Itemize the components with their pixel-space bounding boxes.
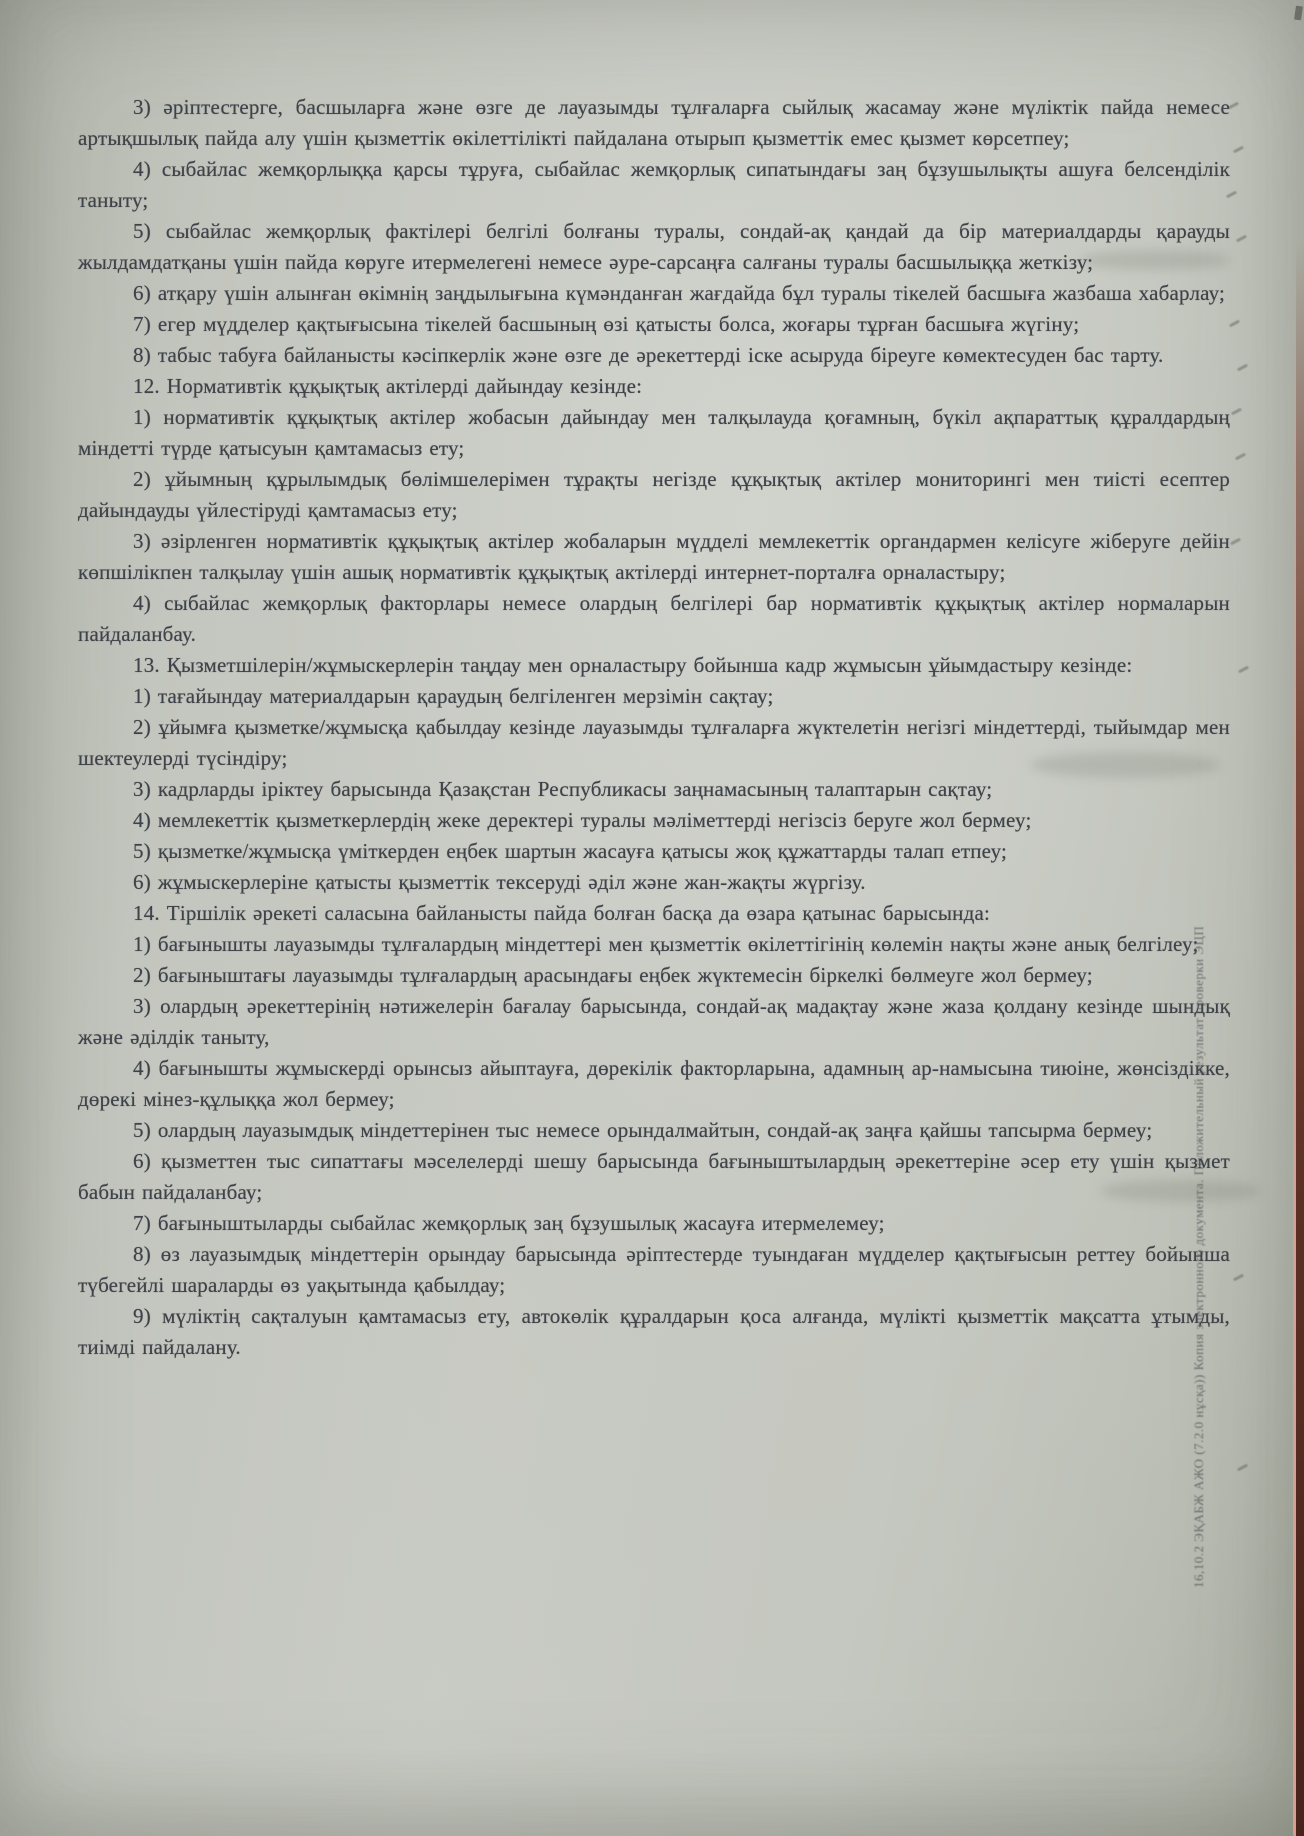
edoc-verification-stamp: 16,10.2 ЭҚАБЖ АЖО (7.2.0 нұсқа)) Копия электронного документа. Положительный результат проверки ЭЦП [1191,925,1206,1588]
scan-artifact [1230,538,1241,546]
paragraph: 3) әзірленген нормативтік құқықтық актілер жобаларын мүдделі мемлекеттік органдармен келісуге жіберуге дейін көпшілікпен талқылау үшін ашық нормативтік құқықтық актілерді интернет-порталға орналастыру; [78,529,1230,584]
scan-artifact [1236,235,1247,243]
scan-artifact [1238,666,1249,674]
scan-smudge [1080,250,1230,270]
paragraph: 2) бағыныштағы лауазымды тұлғалардың арасындағы еңбек жүктемесін біркелкі бөлмеуге жол бермеу; [133,963,1093,987]
scan-artifact [1294,6,1303,21]
scan-artifact [1235,453,1246,461]
paragraph: 8) өз лауазымдық міндеттерін орындау барысында әріптестерде туындаған мүдделер қақтығысын реттеу бойынша түбегейлі шараларды өз уақытында қабылдау; [78,1242,1230,1297]
paragraph: 6) жұмыскерлеріне қатысты қызметтік тексеруді әділ және жан-жақты жүргізу. [133,870,866,894]
paragraph: 3) олардың әрекеттерінің нәтижелерін бағалау барысында, сондай-ақ мадақтау және жаза қолдану кезінде шындық және әділдік таныту, [78,994,1230,1049]
scan-smudge [1030,752,1220,778]
scan-artifact [1237,364,1248,372]
paragraph: 9) мүліктің сақталуын қамтамасыз ету, автокөлік құралдарын қоса алғанда, мүлікті қызметтік мақсатта ұтымды, тиімді пайдалану. [78,1304,1230,1359]
paragraph: 2) ұйымның құрылымдық бөлімшелерімен тұрақты негізде құқықтық актілер мониторингі мен тиісті есептер дайындауды үйлестіруді қамтамасыз ету; [78,467,1230,522]
scan-artifact [1229,320,1240,328]
paragraph: 12. Нормативтік құқықтық актілерді дайындау кезінде: [133,374,643,398]
paragraph: 6) қызметтен тыс сипаттағы мәселелерді шешу барысында бағыныштылардың әрекеттеріне әсер ету үшін қызмет бабын пайдаланбау; [78,1149,1230,1204]
paragraph: 4) мемлекеттік қызметкерлердің жеке деректері туралы мәліметтерді негізсіз беруге жол бермеу; [133,808,1032,832]
scan-artifact [1237,1464,1248,1472]
paragraph: 3) әріптестерге, басшыларға және өзге де лауазымды тұлғаларға сыйлық жасамау және мүліктік пайда немесе артықшылық пайда алу үшін қызметтік өкілеттілікті пайдалана отырып қызметтік емес қызмет көрсетпеу; [78,95,1230,150]
paragraph: 1) нормативтік құқықтық актілер жобасын дайындау мен талқылауда қоғамның, бүкіл ақпараттық құралдардың міндетті түрде қатысуын қамтамасыз ету; [78,405,1230,460]
paragraph: 7) бағыныштыларды сыбайлас жемқорлық заң бұзушылық жасауға итермелемеу; [133,1211,885,1235]
paragraph: 2) ұйымға қызметке/жұмысқа қабылдау кезінде лауазымды тұлғаларға жүктелетін негізгі міндеттерді, тыйымдар мен шектеулерді түсіндіру; [78,715,1230,770]
scan-artifact [1233,146,1244,154]
paragraph: 6) атқару үшін алынған өкімнің заңдылығына күмәнданған жағдайда бұл туралы тікелей басшыға жазбаша хабарлау; [133,281,1226,305]
paragraph: 4) сыбайлас жемқорлыққа қарсы тұруға, сыбайлас жемқорлық сипатындағы заң бұзушылықты ашуға белсенділік таныту; [78,157,1230,212]
paragraph: 13. Қызметшілерін/жұмыскерлерін таңдау мен орналастыру бойынша кадр жұмысын ұйымдастыру кезінде: [133,653,1133,677]
document-body [78,92,1230,1363]
paragraph: 1) бағынышты лауазымды тұлғалардың міндеттері мен қызметтік өкілеттігінің көлемін нақты және анық белгілеу; [133,932,1199,956]
paragraph: 8) табыс табуға байланысты кәсіпкерлік және өзге де әрекеттерді іске асыруда біреуге көмектесуден бас тарту. [133,343,1164,367]
page-edge-shadow [1296,240,1304,1836]
paragraph: 4) сыбайлас жемқорлық факторлары немесе олардың белгілері бар нормативтік құқықтық актілер нормаларын пайдаланбау. [78,591,1230,646]
paragraph: 3) кадрларды іріктеу барысында Қазақстан Республикасы заңнамасының талаптарын сақтау; [133,777,993,801]
paragraph: 7) егер мүдделер қақтығысына тікелей басшының өзі қатысты болса, жоғары тұрған басшыға жүгіну; [133,312,1080,336]
paragraph: 14. Тіршілік әрекеті саласына байланысты пайда болған басқа да өзара қатынас барысында: [133,901,991,925]
paragraph: 1) тағайындау материалдарын қараудың белгіленген мерзімін сақтау; [133,684,774,708]
paragraph: 5) олардың лауазымдық міндеттерінен тыс немесе орындалмайтын, сондай-ақ заңға қайшы тапсырма бермеу; [133,1118,1153,1142]
paragraph: 5) қызметке/жұмысқа үміткерден еңбек шартын жасауға қатысы жоқ құжаттарды талап етпеу; [133,839,1008,863]
paragraph: 5) сыбайлас жемқорлық фактілері белгілі болғаны туралы, сондай-ақ қандай да бір материалдарды қарауды жылдамдатқаны үшін пайда көруге итермелегені немесе әуре-сарсаңға салғаны туралы басшылыққа жеткізу; [78,219,1230,274]
scan-artifact [1233,1274,1244,1282]
scan-smudge [1100,1180,1260,1202]
paragraph: 4) бағынышты жұмыскерді орынсыз айыптауға, дөрекілік факторларына, адамның ар-намысына тиюіне, жөнсіздікке, дөрекі мінез-құлыққа жол бермеу; [78,1056,1230,1111]
scan-artifact [1231,408,1242,416]
